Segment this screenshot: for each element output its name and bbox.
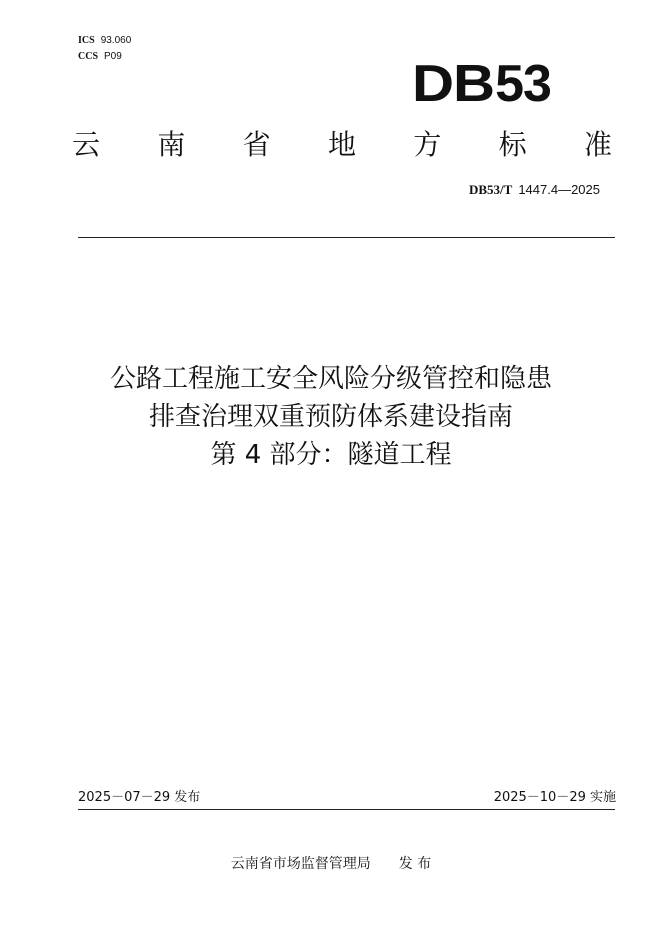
standard-number-prefix: DB53/T [468, 182, 513, 197]
title-char: 标 [498, 128, 527, 161]
title-char: 省 [242, 128, 271, 161]
standard-number-value: 1447.4—2025 [518, 182, 600, 197]
issuer-name: 云南省市场监督管理局 [230, 856, 371, 872]
title-char: 云 [72, 128, 101, 161]
ics-line [78, 35, 131, 47]
top-divider [78, 237, 615, 238]
ics-label: ICS [78, 35, 95, 46]
issuer-line [0, 855, 662, 873]
publish-date: 2025－07－29 发布 [78, 790, 201, 805]
implement-date: 2025－10－29 实施 [493, 790, 616, 805]
logo-prefix: DB [412, 55, 494, 113]
ccs-line [78, 51, 122, 63]
ccs-label: CCS [78, 51, 99, 62]
bottom-divider [78, 809, 615, 810]
issuer-action: 发 布 [398, 856, 432, 872]
ccs-value: P09 [104, 51, 122, 62]
ics-value: 93.060 [100, 35, 132, 46]
standard-category-title [72, 128, 612, 162]
title-char: 地 [327, 128, 356, 161]
title-char: 准 [583, 128, 612, 161]
logo-number: 53 [495, 55, 551, 113]
title-char: 方 [413, 128, 442, 161]
document-title-line: 公路工程施工安全风险分级管控和隐患 [109, 364, 552, 394]
db53-logo [412, 56, 572, 112]
title-char: 南 [157, 128, 186, 161]
standard-number [469, 182, 600, 199]
document-title-line: 第 4 部分：隧道工程 [210, 440, 452, 470]
document-title [0, 360, 662, 474]
document-title-line: 排查治理双重预防体系建设指南 [148, 402, 513, 432]
